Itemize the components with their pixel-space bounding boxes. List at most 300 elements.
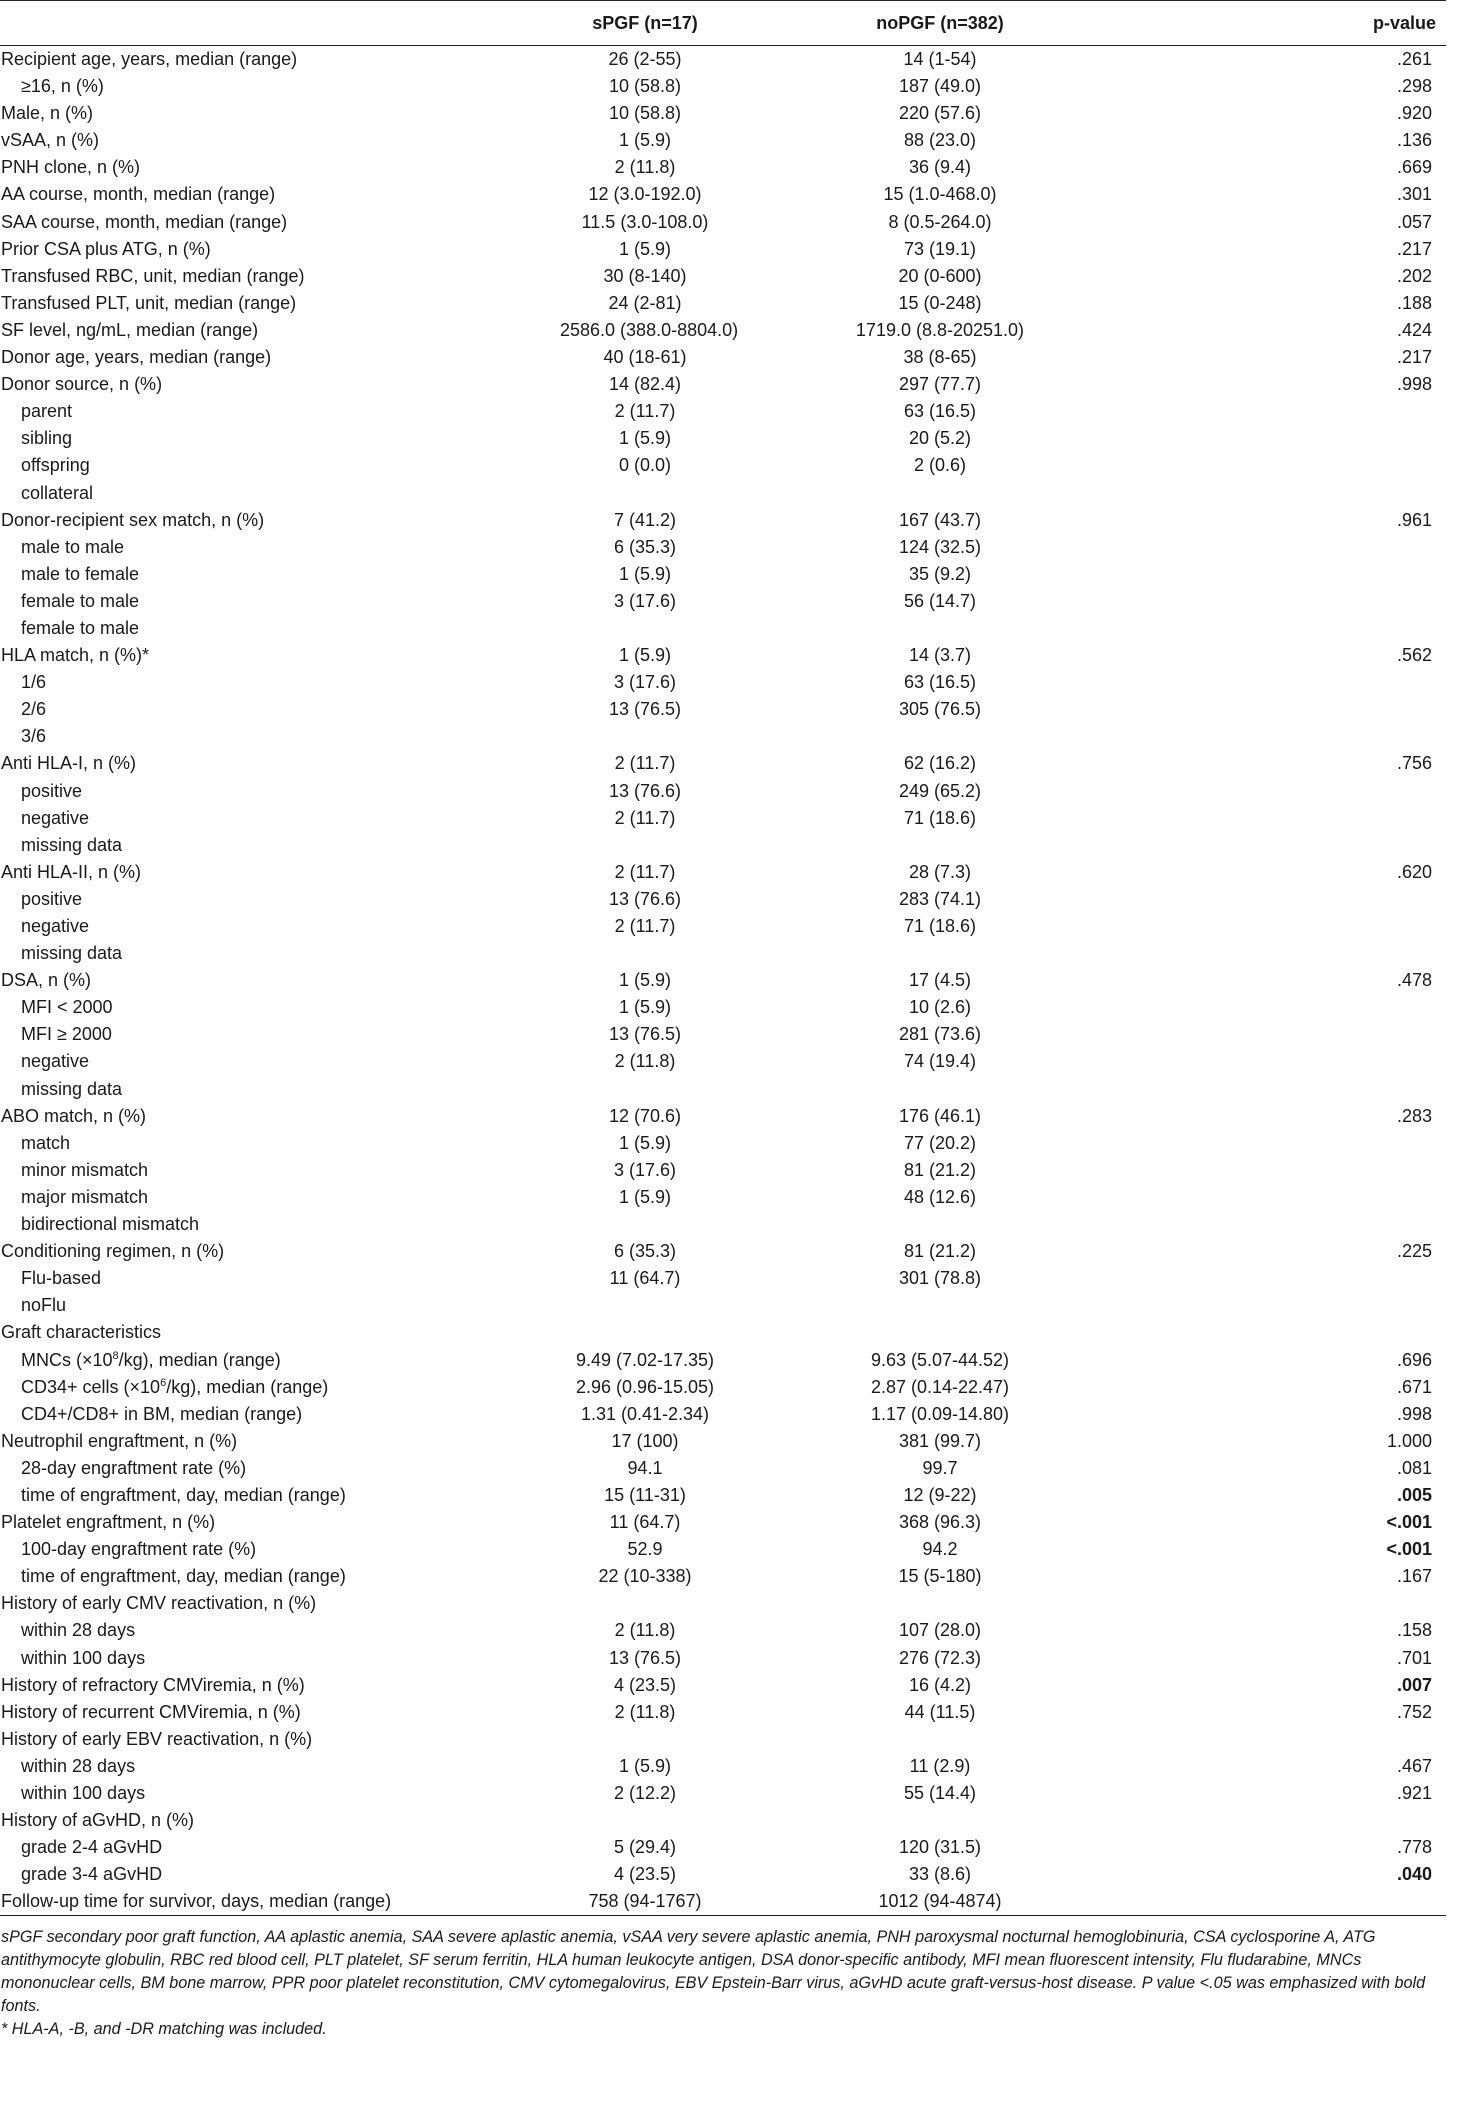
spgf-value <box>560 1211 730 1238</box>
spgf-value: 3 (17.6) <box>613 590 677 611</box>
table-row <box>0 1509 1446 1536</box>
p-value: .217 <box>1396 238 1432 259</box>
nopgf-value: 16 (4.2) <box>908 1674 972 1695</box>
nopgf-value: 71 (18.6) <box>903 807 977 828</box>
table-row <box>0 534 1446 561</box>
spgf-value: 1 (5.9) <box>618 970 672 991</box>
p-value: .261 <box>1396 49 1432 69</box>
table-row <box>0 1157 1446 1184</box>
spgf-value <box>560 1292 730 1319</box>
p-value: .167 <box>1396 1566 1432 1587</box>
table-row <box>0 1401 1446 1428</box>
table-row <box>0 1076 1446 1103</box>
table-row <box>0 1319 1446 1346</box>
table-row <box>0 778 1446 805</box>
nopgf-value: 301 (78.8) <box>898 1268 982 1289</box>
table-row <box>0 832 1446 859</box>
nopgf-value: 62 (16.2) <box>903 753 977 774</box>
table-row <box>0 1374 1446 1401</box>
spgf-value: 12 (3.0-192.0) <box>588 184 702 205</box>
nopgf-value: 2.87 (0.14-22.47) <box>870 1376 1010 1397</box>
table-row <box>0 1807 1446 1834</box>
spgf-value: 13 (76.6) <box>608 780 682 801</box>
table-row <box>0 181 1446 208</box>
nopgf-value <box>730 615 1150 642</box>
header-nopgf-label: noPGF (n=382) <box>876 12 1004 33</box>
nopgf-value: 28 (7.3) <box>908 861 972 882</box>
table-row <box>0 398 1446 425</box>
p-value: .424 <box>1396 319 1432 340</box>
p-value <box>1150 398 1446 425</box>
spgf-value: 1 (5.9) <box>618 130 672 151</box>
p-value: .298 <box>1396 76 1432 97</box>
table-row <box>0 371 1446 398</box>
table-row <box>0 480 1446 507</box>
row-label: Follow-up time for survivor, days, median (range) <box>0 1888 560 1916</box>
table-row <box>0 1780 1446 1807</box>
spgf-value: 1 (5.9) <box>618 1186 672 1207</box>
nopgf-value: 73 (19.1) <box>903 238 977 259</box>
table-row <box>0 615 1446 642</box>
nopgf-value: 283 (74.1) <box>898 888 982 909</box>
p-value: .998 <box>1396 374 1432 395</box>
nopgf-value: 20 (0-600) <box>898 265 982 286</box>
nopgf-value: 1.17 (0.09-14.80) <box>870 1403 1010 1424</box>
row-label-text: MNCs (×10 <box>21 1349 113 1370</box>
spgf-value: 1 (5.9) <box>618 238 672 259</box>
p-value <box>1150 723 1446 750</box>
table-row <box>0 344 1446 371</box>
nopgf-value: 99.7 <box>922 1457 958 1478</box>
table-row <box>0 452 1446 479</box>
p-value <box>1150 534 1446 561</box>
spgf-value <box>560 1807 730 1834</box>
table-row <box>0 209 1446 236</box>
nopgf-value <box>730 832 1150 859</box>
p-value: .225 <box>1396 1241 1432 1262</box>
row-label: time of engraftment, day, median (range) <box>21 1566 346 1587</box>
p-value: .202 <box>1396 265 1432 286</box>
p-value <box>1150 425 1446 452</box>
table-row <box>0 1617 1446 1644</box>
nopgf-value <box>730 1590 1150 1617</box>
table-row <box>0 669 1446 696</box>
row-label: within 28 days <box>21 1620 136 1641</box>
nopgf-value: 55 (14.4) <box>903 1783 977 1803</box>
row-label-text: CD34+ cells (×10 <box>21 1376 161 1397</box>
p-value: .696 <box>1396 1349 1432 1370</box>
row-label: SF level, ng/mL, median (range) <box>1 319 259 340</box>
nopgf-value <box>730 723 1150 750</box>
nopgf-value: 1012 (94-4874) <box>730 1888 1150 1916</box>
p-value: .671 <box>1396 1376 1432 1397</box>
table-row <box>0 805 1446 832</box>
nopgf-value <box>730 1807 1150 1834</box>
spgf-value: 4 (23.5) <box>613 1674 677 1695</box>
table-header <box>0 1 1446 46</box>
p-value <box>1150 805 1446 832</box>
table-row <box>0 642 1446 669</box>
table-row <box>0 1536 1446 1563</box>
spgf-value: 13 (76.5) <box>608 1647 682 1668</box>
spgf-value: 6 (35.3) <box>613 1241 677 1262</box>
spgf-value: 2 (11.7) <box>614 753 676 774</box>
spgf-value: 15 (11-31) <box>604 1484 686 1505</box>
table-body <box>0 46 1446 1916</box>
nopgf-value: 35 (9.2) <box>908 563 972 584</box>
table-row <box>0 1563 1446 1590</box>
row-label <box>0 1347 560 1374</box>
row-label: 2/6 <box>21 699 47 720</box>
p-value: .620 <box>1396 861 1432 882</box>
spgf-value: 40 (18-61) <box>603 347 687 368</box>
spgf-value: 2 (12.2) <box>613 1783 677 1803</box>
nopgf-value: 88 (23.0) <box>903 130 977 151</box>
spgf-value: 5 (29.4) <box>613 1837 677 1858</box>
nopgf-value: 33 (8.6) <box>908 1864 972 1885</box>
spgf-value: 22 (10-338) <box>598 1566 692 1587</box>
table-row <box>0 1048 1446 1075</box>
row-label: History of early EBV reactivation, n (%) <box>1 1728 313 1749</box>
nopgf-value <box>730 1726 1150 1753</box>
table-row <box>0 1428 1446 1455</box>
header-row <box>0 1 1446 46</box>
header-spgf <box>560 1 730 46</box>
abbreviations-footnote: sPGF secondary poor graft function, AA aplastic anemia, SAA severe aplastic anemia, vSAA very severe aplastic anemia, PNH paroxysmal nocturnal hemoglobinuria, CSA cyclosporine A, ATG antithymocyte globulin, RBC red blood cell, PLT platelet, SF serum ferritin, HLA human leukocyte antigen, DSA donor-specific antibody, MFI mean fluorescent intensity, Flu fludarabine, MNCs mononuclear cells, BM bone marrow, PPR poor platelet reconstitution, CMV cytomegalovirus, EBV Epstein-Barr virus, aGvHD acute graft-versus-host disease. P value <.05 was emphasized with bold fonts. <box>1 1928 1426 2016</box>
row-label: Flu-based <box>21 1268 102 1289</box>
row-label: ABO match, n (%) <box>1 1105 147 1126</box>
table-row <box>0 1103 1446 1130</box>
nopgf-value: 368 (96.3) <box>898 1512 982 1533</box>
spgf-value: 2 (11.7) <box>614 916 676 936</box>
p-value <box>1150 778 1446 805</box>
spgf-value: 24 (2-81) <box>608 292 682 313</box>
table-row <box>0 236 1446 263</box>
spgf-value: 13 (76.5) <box>608 1024 682 1045</box>
spgf-value: 2 (11.7) <box>614 861 676 882</box>
row-label: Recipient age, years, median (range) <box>1 49 298 69</box>
p-value <box>1150 1021 1446 1048</box>
p-value: .920 <box>1396 103 1432 124</box>
row-label: Transfused RBC, unit, median (range) <box>1 265 305 286</box>
spgf-value <box>560 723 730 750</box>
nopgf-value: 94.2 <box>922 1539 958 1560</box>
table-footnotes <box>0 1926 1446 2041</box>
nopgf-value: 281 (73.6) <box>898 1024 982 1045</box>
spgf-value: 13 (76.5) <box>608 699 682 720</box>
nopgf-value: 2 (0.6) <box>913 455 967 476</box>
p-value: .283 <box>1396 1105 1432 1126</box>
table-row <box>0 1347 1446 1374</box>
spgf-value: 1 (5.9) <box>618 1755 672 1776</box>
p-value <box>1150 1157 1446 1184</box>
table-row <box>0 723 1446 750</box>
nopgf-value: 14 (3.7) <box>908 645 972 666</box>
table-row <box>0 290 1446 317</box>
table-row <box>0 507 1446 534</box>
row-label: MFI ≥ 2000 <box>21 1024 112 1045</box>
spgf-value: 52.9 <box>627 1539 663 1560</box>
p-value <box>1150 452 1446 479</box>
table-row <box>0 561 1446 588</box>
p-value <box>1150 1319 1446 1346</box>
nopgf-value: 381 (99.7) <box>898 1430 982 1451</box>
nopgf-value: 305 (76.5) <box>898 699 982 720</box>
spgf-value: 94.1 <box>627 1457 663 1478</box>
row-label: female to male <box>21 590 140 611</box>
spgf-value: 2 (11.8) <box>614 1051 676 1072</box>
spgf-value: 2 (11.8) <box>614 1620 676 1641</box>
table-row <box>0 154 1446 181</box>
row-label: Transfused PLT, unit, median (range) <box>1 292 297 313</box>
spgf-value: 14 (82.4) <box>608 374 682 395</box>
nopgf-value: 297 (77.7) <box>898 374 982 395</box>
p-value: .057 <box>1396 211 1432 232</box>
spgf-value: 26 (2-55) <box>608 49 682 69</box>
row-label: Anti HLA-II, n (%) <box>1 861 142 882</box>
spgf-value: 2 (11.7) <box>614 807 676 828</box>
row-label: Graft characteristics <box>1 1322 162 1343</box>
nopgf-value: 20 (5.2) <box>908 428 972 449</box>
row-label: positive <box>21 888 83 909</box>
spgf-value: 2 (11.7) <box>614 401 676 422</box>
header-spgf-label: sPGF (n=17) <box>592 12 698 33</box>
p-value <box>1150 1184 1446 1211</box>
spgf-value <box>560 832 730 859</box>
row-label: History of early CMV reactivation, n (%) <box>1 1593 317 1614</box>
row-label-suffix: /kg), median (range) <box>166 1376 329 1397</box>
row-label: negative <box>21 916 90 936</box>
table-row <box>0 696 1446 723</box>
table-row <box>0 1455 1446 1482</box>
nopgf-value <box>730 480 1150 507</box>
p-value <box>1150 1130 1446 1157</box>
row-label: Male, n (%) <box>1 103 94 124</box>
p-value: .217 <box>1396 347 1432 368</box>
p-value: .752 <box>1396 1701 1432 1722</box>
p-value: .921 <box>1396 1783 1432 1803</box>
spgf-value: 12 (70.6) <box>608 1105 682 1126</box>
table-row <box>0 1590 1446 1617</box>
nopgf-value: 8 (0.5-264.0) <box>888 211 992 232</box>
spgf-value: 2586.0 (388.0-8804.0) <box>560 319 739 340</box>
table-row <box>0 1726 1446 1753</box>
spgf-value: 0 (0.0) <box>618 455 672 476</box>
table-row <box>0 1130 1446 1157</box>
row-label: History of refractory CMViremia, n (%) <box>1 1674 305 1695</box>
p-value: .158 <box>1396 1620 1432 1641</box>
spgf-value <box>560 480 730 507</box>
row-label: sibling <box>21 428 73 449</box>
nopgf-value: 63 (16.5) <box>903 672 977 693</box>
row-label: grade 2-4 aGvHD <box>21 1837 163 1858</box>
spgf-value: 1 (5.9) <box>618 645 672 666</box>
nopgf-value <box>730 1292 1150 1319</box>
spgf-value: 758 (94-1767) <box>560 1888 730 1916</box>
row-label: vSAA, n (%) <box>1 130 100 151</box>
table-row <box>0 859 1446 886</box>
row-label: parent <box>21 401 73 422</box>
spgf-value: 10 (58.8) <box>608 76 682 97</box>
nopgf-value: 71 (18.6) <box>903 916 977 936</box>
table-row <box>0 1888 1446 1916</box>
nopgf-value: 77 (20.2) <box>903 1132 977 1153</box>
spgf-value: 7 (41.2) <box>613 509 677 530</box>
nopgf-value: 276 (72.3) <box>898 1647 982 1668</box>
p-value: .669 <box>1396 157 1432 178</box>
spgf-value: 1 (5.9) <box>618 428 672 449</box>
table-row <box>0 1021 1446 1048</box>
spgf-value <box>560 615 730 642</box>
nopgf-value: 9.63 (5.07-44.52) <box>870 1349 1010 1370</box>
spgf-value <box>560 1076 730 1103</box>
spgf-value: 10 (58.8) <box>608 103 682 124</box>
row-label: 100-day engraftment rate (%) <box>21 1539 257 1560</box>
table-row <box>0 1672 1446 1699</box>
p-value <box>1150 588 1446 615</box>
spgf-value: 17 (100) <box>611 1430 679 1451</box>
spgf-value: 2.96 (0.96-15.05) <box>575 1376 715 1397</box>
spgf-value: 1 (5.9) <box>618 997 672 1018</box>
table-row <box>0 1184 1446 1211</box>
spgf-value <box>560 1319 730 1346</box>
row-label-suffix: /kg), median (range) <box>118 1349 281 1370</box>
row-label: missing data <box>21 834 123 855</box>
row-label: Prior CSA plus ATG, n (%) <box>1 238 211 259</box>
row-label: MFI < 2000 <box>21 997 113 1018</box>
p-value <box>1150 1265 1446 1292</box>
nopgf-value: 38 (8-65) <box>903 347 977 368</box>
table-row <box>0 425 1446 452</box>
spgf-value: 11 (64.7) <box>609 1512 681 1533</box>
p-value <box>1150 940 1446 967</box>
nopgf-value: 63 (16.5) <box>903 401 977 422</box>
row-label: negative <box>21 1051 90 1072</box>
table-row <box>0 73 1446 100</box>
row-label: CD4+/CD8+ in BM, median (range) <box>21 1403 303 1424</box>
row-label: female to male <box>21 617 140 638</box>
nopgf-value <box>730 940 1150 967</box>
p-value <box>1150 913 1446 940</box>
nopgf-value: 107 (28.0) <box>898 1620 982 1641</box>
row-label <box>0 1374 560 1401</box>
table-row <box>0 750 1446 777</box>
spgf-value: 1 (5.9) <box>618 563 672 584</box>
row-label: missing data <box>21 943 123 964</box>
table-row <box>0 1238 1446 1265</box>
row-label: Donor-recipient sex match, n (%) <box>1 509 265 530</box>
spgf-value <box>560 940 730 967</box>
table-row <box>0 994 1446 1021</box>
p-value: .778 <box>1396 1837 1432 1858</box>
row-label: collateral <box>21 482 94 503</box>
table-row <box>0 1265 1446 1292</box>
nopgf-value: 15 (0-248) <box>898 292 982 313</box>
row-label: SAA course, month, median (range) <box>1 211 288 232</box>
nopgf-value: 249 (65.2) <box>898 780 982 801</box>
spgf-value <box>560 1590 730 1617</box>
row-label: History of aGvHD, n (%) <box>1 1810 195 1831</box>
row-label: within 100 days <box>21 1783 146 1803</box>
p-value: .961 <box>1396 509 1432 530</box>
table-row <box>0 100 1446 127</box>
row-label: ≥16, n (%) <box>21 76 104 97</box>
nopgf-value: 56 (14.7) <box>903 590 977 611</box>
nopgf-value: 10 (2.6) <box>908 997 972 1018</box>
table-row <box>0 1211 1446 1238</box>
row-label: bidirectional mismatch <box>21 1214 200 1235</box>
nopgf-value: 74 (19.4) <box>903 1051 977 1072</box>
row-label: minor mismatch <box>21 1159 149 1180</box>
row-label: missing data <box>21 1078 123 1099</box>
row-label-exponent: 8 <box>112 1349 119 1362</box>
p-value: .188 <box>1396 292 1432 313</box>
table-row <box>0 886 1446 913</box>
p-value <box>1150 615 1446 642</box>
row-label: offspring <box>21 455 90 476</box>
nopgf-value: 124 (32.5) <box>898 536 982 557</box>
p-value: .756 <box>1396 753 1432 774</box>
row-label: within 100 days <box>21 1647 146 1668</box>
spgf-value: 3 (17.6) <box>613 1159 677 1180</box>
row-label: Platelet engraftment, n (%) <box>1 1512 216 1533</box>
p-value: .005 <box>1396 1484 1432 1505</box>
p-value <box>1150 561 1446 588</box>
p-value: .301 <box>1396 184 1432 205</box>
spgf-value: 1 (5.9) <box>618 1132 672 1153</box>
nopgf-value: 44 (11.5) <box>904 1701 976 1722</box>
spgf-value: 4 (23.5) <box>613 1864 677 1885</box>
p-value: <.001 <box>1386 1539 1432 1560</box>
row-label: Donor source, n (%) <box>1 374 163 395</box>
nopgf-value <box>730 1076 1150 1103</box>
spgf-value <box>560 1726 730 1753</box>
p-value: <.001 <box>1386 1512 1432 1533</box>
p-value: .081 <box>1396 1457 1432 1478</box>
p-value <box>1150 1076 1446 1103</box>
row-label: History of recurrent CMViremia, n (%) <box>1 1701 301 1722</box>
table-row <box>0 913 1446 940</box>
p-value: .998 <box>1396 1403 1432 1424</box>
row-label: male to female <box>21 563 140 584</box>
spgf-value: 2 (11.8) <box>614 157 676 178</box>
row-label: time of engraftment, day, median (range) <box>21 1484 346 1505</box>
nopgf-value: 15 (5-180) <box>898 1566 982 1587</box>
p-value: .562 <box>1396 645 1432 666</box>
p-value <box>1150 669 1446 696</box>
p-value <box>1150 1292 1446 1319</box>
table-row <box>0 263 1446 290</box>
hla-footnote: * HLA-A, -B, and -DR matching was included. <box>1 2020 327 2039</box>
nopgf-value: 176 (46.1) <box>898 1105 982 1126</box>
row-label: HLA match, n (%)* <box>1 645 150 666</box>
table-row <box>0 967 1446 994</box>
row-label: Anti HLA-I, n (%) <box>1 753 137 774</box>
nopgf-value: 17 (4.5) <box>908 970 972 991</box>
nopgf-value: 81 (21.2) <box>903 1241 977 1262</box>
row-label: grade 3-4 aGvHD <box>21 1864 163 1885</box>
table-row <box>0 588 1446 615</box>
p-value <box>1150 994 1446 1021</box>
row-label-exponent: 6 <box>160 1376 167 1389</box>
nopgf-value: 14 (1-54) <box>903 49 977 69</box>
p-value: .467 <box>1396 1755 1432 1776</box>
row-label: 28-day engraftment rate (%) <box>21 1457 247 1478</box>
p-value <box>1150 1807 1446 1834</box>
row-label: negative <box>21 807 90 828</box>
nopgf-value <box>730 1211 1150 1238</box>
p-value <box>1150 696 1446 723</box>
